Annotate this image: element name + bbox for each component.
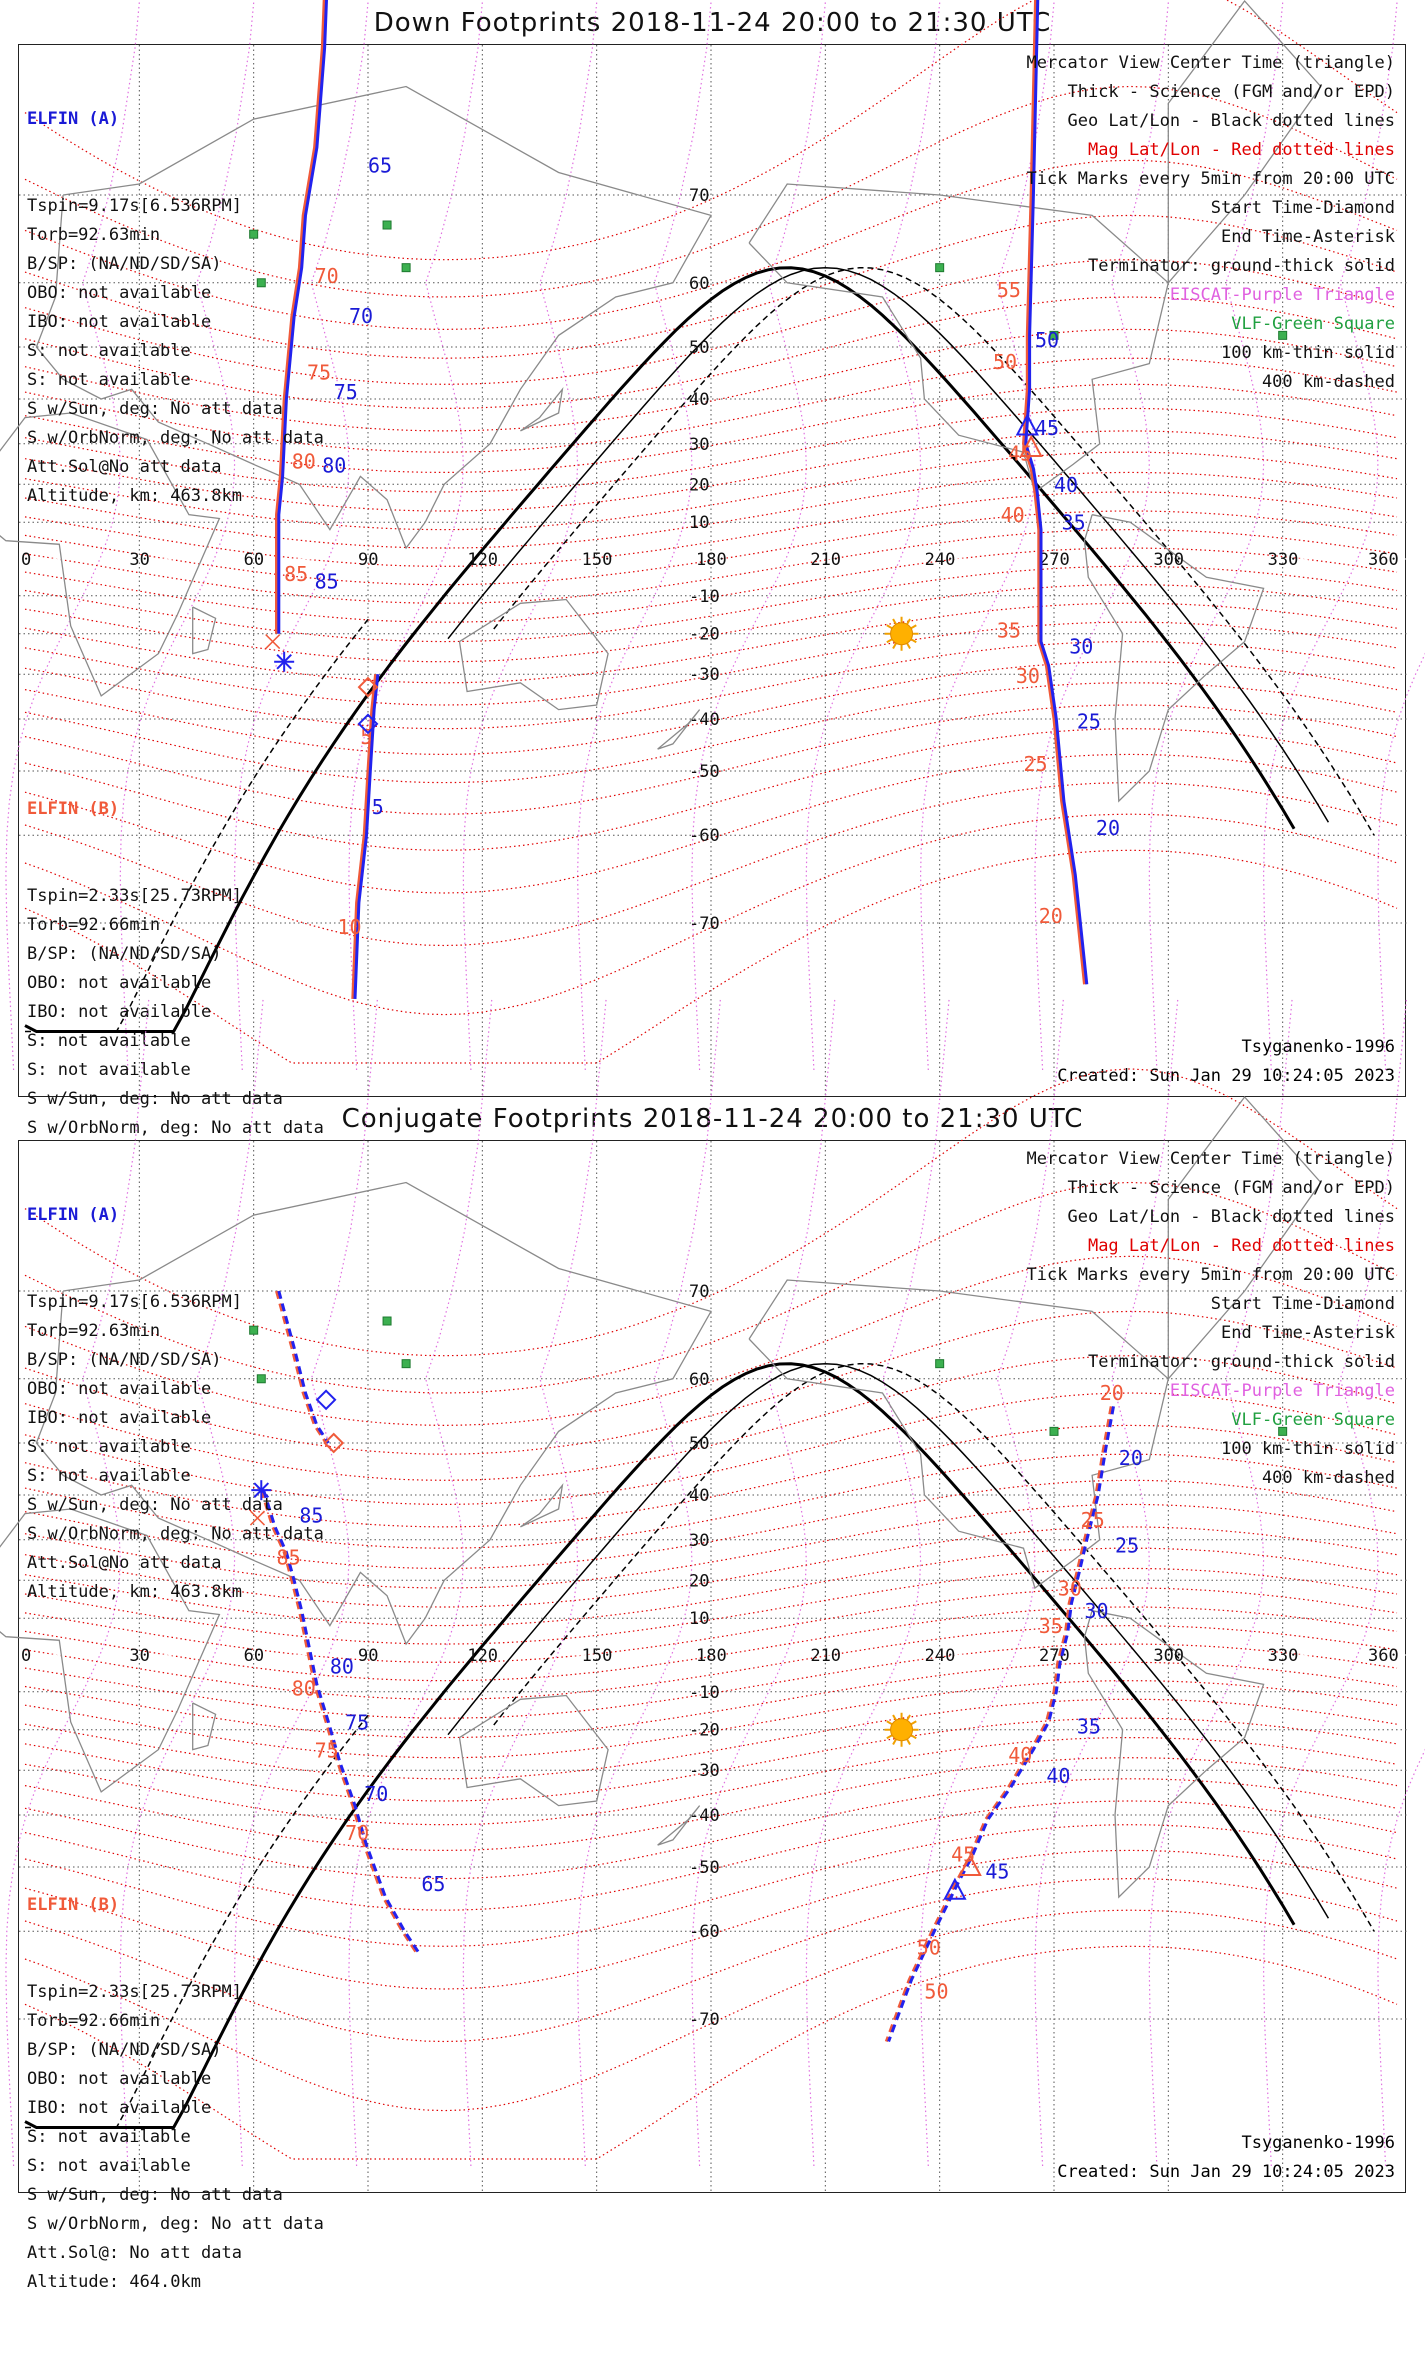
mag-meridian bbox=[692, 0, 835, 1070]
x-tick-label: 210 bbox=[810, 1646, 842, 1666]
x-tick-label: 210 bbox=[810, 550, 842, 570]
x-tick-label: 90 bbox=[358, 1646, 379, 1666]
tick-label-red: 20 bbox=[1038, 904, 1063, 928]
sat-b-info-line: S: not available bbox=[27, 2156, 191, 2176]
x-tick-label: 120 bbox=[467, 550, 499, 570]
coastline bbox=[520, 389, 562, 431]
sat-b-info-line: B/SP: (NA/ND/SD/SA) bbox=[27, 944, 222, 964]
tick-label-blue: 25 bbox=[1076, 709, 1101, 734]
sun-ray bbox=[907, 1739, 910, 1744]
tick-label-red: 45 bbox=[951, 1842, 976, 1867]
tick-label-red: 70 bbox=[314, 263, 339, 288]
y-tick-label: -50 bbox=[689, 1857, 720, 1878]
x-tick-label: 180 bbox=[696, 550, 727, 570]
markers bbox=[266, 416, 1041, 733]
vlf-station-square bbox=[383, 221, 391, 229]
track-tick-labels bbox=[284, 0, 1120, 939]
mag-meridian bbox=[349, 998, 492, 2166]
vlf-station-square bbox=[936, 264, 944, 272]
sat-b-name: ELFIN (B) bbox=[27, 799, 120, 819]
x-tick-label: 0 bbox=[21, 1646, 32, 1666]
sat-a-info-line: S w/Sun, deg: No att data bbox=[27, 399, 283, 419]
y-tick-label: 10 bbox=[689, 513, 710, 534]
sat-a-info-line: B/SP: (NA/ND/SD/SA) bbox=[27, 1350, 222, 1370]
footprint-tracks bbox=[261, 1291, 1113, 2042]
tick-label-red: 80 bbox=[291, 1676, 316, 1701]
sat-a-info-line: S: not available bbox=[27, 1437, 191, 1457]
sat-b-info bbox=[27, 1833, 324, 2355]
y-tick-label: 30 bbox=[689, 1530, 710, 1551]
tick-label-red: 40 bbox=[1000, 503, 1025, 528]
conjugate-footprints-map bbox=[18, 1140, 1406, 2292]
sun-ray bbox=[887, 639, 892, 642]
sat-a-info-line: OBO: not available bbox=[27, 1379, 212, 1399]
tick-label-red: 5 bbox=[360, 724, 373, 749]
tick-label-blue: 40 bbox=[1046, 1764, 1071, 1789]
y-tick-label: -20 bbox=[689, 624, 720, 645]
y-tick-label: 70 bbox=[689, 186, 710, 206]
sat-a-info bbox=[27, 47, 324, 569]
tick-label-blue: 85 bbox=[299, 1503, 324, 1528]
sun-ray bbox=[893, 1739, 896, 1744]
sat-b-info-line: Att.Sol@: No att data bbox=[27, 2243, 242, 2263]
x-tick-label: 150 bbox=[581, 1646, 613, 1666]
tick-label-blue: 75 bbox=[345, 1710, 370, 1735]
legend-item: 100 km-thin solid bbox=[1221, 343, 1395, 363]
tick-label-red: 75 bbox=[307, 360, 332, 385]
x-tick-label: 270 bbox=[1039, 1646, 1070, 1666]
sat-a-name: ELFIN (A) bbox=[27, 109, 120, 129]
sat-a-info-line: S w/Sun, deg: No att data bbox=[27, 1495, 283, 1515]
x-tick-label: 180 bbox=[696, 1646, 727, 1666]
tick-label-red: 20 bbox=[1099, 1380, 1124, 1405]
legend bbox=[1027, 1145, 1395, 1493]
x-tick-label: 120 bbox=[467, 1646, 499, 1666]
y-tick-label: 70 bbox=[689, 1282, 710, 1302]
tick-label-blue: 5 bbox=[371, 795, 384, 820]
y-tick-label: 20 bbox=[689, 475, 710, 496]
sat-a-info-line: S w/OrbNorm, deg: No att data bbox=[27, 1524, 324, 1544]
sat-b-info-line: S w/OrbNorm, deg: No att data bbox=[27, 1118, 324, 1138]
tick-label-red: 50 bbox=[916, 1935, 941, 1960]
legend-item: VLF-Green Square bbox=[1231, 1410, 1395, 1430]
end-time-x bbox=[266, 635, 280, 649]
tick-label-blue: 70 bbox=[348, 304, 374, 329]
tick-label-red: 50 bbox=[993, 349, 1018, 374]
tick-label-blue: 45 bbox=[985, 1859, 1010, 1884]
sat-b-info-line: Torb=92.66min bbox=[27, 2011, 161, 2031]
legend-item: Tick Marks every 5min from 20:00 UTC bbox=[1026, 169, 1395, 189]
y-tick-label: -10 bbox=[689, 586, 720, 607]
tick-label-blue: 25 bbox=[1114, 1533, 1140, 1558]
legend bbox=[1027, 49, 1395, 397]
tick-label-blue: 75 bbox=[333, 379, 358, 404]
sat-b-info-line: IBO: not available bbox=[27, 2098, 212, 2118]
x-tick-label: 270 bbox=[1039, 550, 1070, 570]
coastline bbox=[193, 1703, 216, 1750]
tick-label-blue: 70 bbox=[364, 1781, 389, 1806]
tick-label-blue: 80 bbox=[322, 453, 347, 478]
sun-ray bbox=[911, 625, 916, 628]
tick-label-blue: 85 bbox=[314, 569, 339, 594]
panel-1-title: Down Footprints 2018-11-24 20:00 to 21:30 UTC bbox=[373, 8, 1052, 38]
legend-item: Mercator View Center Time (triangle) bbox=[1026, 1149, 1395, 1169]
tick-label-blue: 35 bbox=[1076, 1714, 1101, 1739]
sat-a-info-line: OBO: not available bbox=[27, 283, 212, 303]
tick-label-red: 75 bbox=[314, 1738, 339, 1763]
sat-b-info-line: Torb=92.66min bbox=[27, 915, 161, 935]
legend-item: Tick Marks every 5min from 20:00 UTC bbox=[1026, 1265, 1395, 1285]
legend-item: Thick - Science (FGM and/or EPD) bbox=[1067, 1178, 1395, 1198]
y-tick-label: -60 bbox=[689, 826, 720, 847]
sat-b-info-line: S w/Sun, deg: No att data bbox=[27, 1089, 283, 1109]
legend-item: Terminator: ground-thick solid bbox=[1087, 256, 1395, 276]
sat-a-lines bbox=[27, 192, 324, 511]
y-tick-label: -70 bbox=[689, 2010, 720, 2030]
y-tick-label: -50 bbox=[689, 761, 720, 782]
tick-label-red: 70 bbox=[345, 1820, 370, 1845]
sat-a-info-line: Att.Sol@No att data bbox=[27, 1553, 222, 1573]
mag-meridian bbox=[806, 0, 949, 1070]
x-tick-label: 60 bbox=[243, 1646, 265, 1666]
sat-b-info-line: S w/Sun, deg: No att data bbox=[27, 2185, 283, 2205]
tick-label-red: 35 bbox=[1038, 1613, 1063, 1638]
coastline bbox=[460, 1696, 609, 1806]
sat-a-lines bbox=[27, 1288, 324, 1607]
sat-a-info-line: Altitude, km: 463.8km bbox=[27, 486, 242, 506]
x-tick-label: 150 bbox=[581, 550, 613, 570]
sat-b-info-line: S: not available bbox=[27, 1031, 191, 1051]
sat-a-info-line: Torb=92.63min bbox=[27, 1321, 161, 1341]
sat-b-info-line: S: not available bbox=[27, 2127, 191, 2147]
legend-item: Start Time-Diamond bbox=[1210, 1294, 1395, 1314]
y-tick-label: 40 bbox=[689, 1485, 710, 1506]
model-label: Tsyganenko-1996 bbox=[1241, 2133, 1395, 2153]
tick-label-red: 35 bbox=[996, 618, 1021, 643]
y-tick-label: -30 bbox=[689, 1761, 720, 1782]
legend-item: Mag Lat/Lon - Red dotted lines bbox=[1087, 1236, 1395, 1256]
tick-label-red: 10 bbox=[337, 914, 362, 939]
coastline bbox=[460, 600, 609, 710]
sat-a-info-line: Tspin=9.17s[6.536RPM] bbox=[27, 1292, 242, 1312]
sat-a-info-line: S w/OrbNorm, deg: No att data bbox=[27, 428, 324, 448]
legend-item: EISCAT-Purple Triangle bbox=[1169, 1381, 1395, 1401]
sun-ray bbox=[893, 1715, 896, 1720]
y-tick-label: 60 bbox=[689, 273, 710, 294]
sun-icon bbox=[885, 1713, 919, 1747]
x-tick-label: 30 bbox=[129, 550, 150, 570]
model-label: Tsyganenko-1996 bbox=[1241, 1037, 1395, 1057]
sat-b-info-line: S: not available bbox=[27, 1060, 191, 1080]
panel-2-title: Conjugate Footprints 2018-11-24 20:00 to 21:30 UTC bbox=[341, 1104, 1084, 1134]
sat-b-info-line: Tspin=2.33s[25.73RPM] bbox=[27, 886, 242, 906]
legend-item: Geo Lat/Lon - Black dotted lines bbox=[1067, 1207, 1395, 1227]
y-tick-label: -20 bbox=[689, 1720, 720, 1741]
sun-ray bbox=[887, 1721, 892, 1724]
vlf-station-square bbox=[383, 1317, 391, 1325]
sat-a-info-line: Tspin=9.17s[6.536RPM] bbox=[27, 196, 242, 216]
y-tick-label: -30 bbox=[689, 665, 720, 686]
sat-a-info-line: IBO: not available bbox=[27, 1408, 212, 1428]
sun-disc bbox=[891, 1719, 913, 1741]
tick-label-blue: 30 bbox=[1084, 1599, 1109, 1624]
y-tick-label: -10 bbox=[689, 1682, 720, 1703]
mag-meridian bbox=[463, 0, 606, 1070]
vlf-station-square bbox=[936, 1360, 944, 1368]
vlf-station-square bbox=[402, 1360, 410, 1368]
tick-label-red: 30 bbox=[1015, 663, 1040, 688]
x-tick-label: 0 bbox=[21, 550, 32, 570]
legend-item: Geo Lat/Lon - Black dotted lines bbox=[1067, 111, 1395, 131]
y-tick-label: -40 bbox=[689, 710, 720, 731]
y-tick-label: 40 bbox=[689, 389, 710, 410]
tick-label-blue: 50 bbox=[1034, 328, 1060, 353]
x-tick-label: 360 bbox=[1368, 550, 1399, 570]
created-label: Created: Sun Jan 29 10:24:05 2023 bbox=[1057, 2162, 1395, 2182]
sun-ray bbox=[907, 643, 910, 648]
tick-label-red: 85 bbox=[276, 1545, 301, 1570]
legend-item: Thick - Science (FGM and/or EPD) bbox=[1067, 82, 1395, 102]
y-tick-label: 50 bbox=[689, 1434, 710, 1455]
x-tick-label: 300 bbox=[1153, 550, 1185, 570]
legend-item: Mercator View Center Time (triangle) bbox=[1026, 53, 1395, 73]
y-tick-label: -70 bbox=[689, 914, 720, 934]
legend-item: End Time-Asterisk bbox=[1221, 227, 1395, 247]
sat-b-info-line: Altitude: 464.0km bbox=[27, 2272, 201, 2292]
legend-item: Terminator: ground-thick solid bbox=[1087, 1352, 1395, 1372]
y-tick-label: -40 bbox=[689, 1806, 720, 1827]
tick-label-red: 85 bbox=[284, 562, 309, 587]
tick-label-red: 30 bbox=[1057, 1576, 1082, 1601]
sat-b-info-line: IBO: not available bbox=[27, 1002, 212, 1022]
sun-ray bbox=[911, 1721, 916, 1724]
tick-label-red: 45 bbox=[1008, 441, 1033, 466]
y-tick-label: 20 bbox=[689, 1571, 710, 1592]
y-tick-label: 50 bbox=[689, 338, 710, 359]
x-tick-label: 90 bbox=[358, 550, 379, 570]
legend-item: 100 km-thin solid bbox=[1221, 1439, 1395, 1459]
vlf-station-square bbox=[402, 264, 410, 272]
tick-label-blue: 20 bbox=[1118, 1445, 1143, 1470]
sat-a-info-line: S: not available bbox=[27, 341, 191, 361]
legend-item: Mag Lat/Lon - Red dotted lines bbox=[1087, 140, 1395, 160]
sat-a-info-line: Torb=92.63min bbox=[27, 225, 161, 245]
tick-label-blue: 20 bbox=[1095, 816, 1121, 841]
sun-ray bbox=[907, 1715, 910, 1720]
x-tick-label: 330 bbox=[1267, 1646, 1299, 1666]
coastline bbox=[520, 1485, 562, 1527]
sat-b-info-line: OBO: not available bbox=[27, 2069, 212, 2089]
sat-a-info bbox=[27, 1143, 324, 1665]
sat-a-info-line: Att.Sol@No att data bbox=[27, 457, 222, 477]
legend-item: 400 km-dashed bbox=[1261, 1468, 1395, 1488]
sat-b-info-line: Tspin=2.33s[25.73RPM] bbox=[27, 1982, 242, 2002]
y-tick-label: 10 bbox=[689, 1609, 710, 1630]
sun-disc bbox=[891, 623, 913, 645]
track-b_south-blue bbox=[355, 674, 378, 999]
tick-label-blue: 30 bbox=[1069, 634, 1094, 659]
legend-item: Start Time-Diamond bbox=[1210, 198, 1395, 218]
y-tick-label: 30 bbox=[689, 434, 710, 455]
tick-label-red: 25 bbox=[1023, 751, 1048, 776]
x-tick-label: 30 bbox=[129, 1646, 150, 1666]
tick-label-blue: 35 bbox=[1061, 510, 1086, 535]
x-tick-label: 60 bbox=[243, 550, 265, 570]
sat-a-info-line: Altitude, km: 463.8km bbox=[27, 1582, 242, 1602]
sat-b-name: ELFIN (B) bbox=[27, 1895, 120, 1915]
tick-label-red: 25 bbox=[1080, 1507, 1105, 1532]
tick-label-blue: 45 bbox=[1034, 416, 1060, 441]
x-tick-label: 330 bbox=[1267, 550, 1299, 570]
x-tick-label: 360 bbox=[1368, 1646, 1399, 1666]
sun-ray bbox=[907, 619, 910, 624]
tick-label-blue: 65 bbox=[421, 1871, 446, 1896]
tick-label-red: 40 bbox=[1008, 1742, 1033, 1767]
y-tick-label: 60 bbox=[689, 1369, 710, 1390]
legend-item: VLF-Green Square bbox=[1231, 314, 1395, 334]
sat-a-info-line: S: not available bbox=[27, 1466, 191, 1486]
mag-meridian bbox=[578, 0, 721, 1070]
tick-label-red: 80 bbox=[291, 449, 316, 474]
y-tick-label: -60 bbox=[689, 1922, 720, 1943]
sun-ray bbox=[893, 643, 896, 648]
sat-a-name: ELFIN (A) bbox=[27, 1205, 120, 1225]
sat-b-info-line: B/SP: (NA/ND/SD/SA) bbox=[27, 2040, 222, 2060]
legend-item: 400 km-dashed bbox=[1261, 372, 1395, 392]
sat-b-info-line: S w/OrbNorm, deg: No att data bbox=[27, 2214, 324, 2234]
coastline bbox=[193, 607, 216, 654]
sat-b-info-line: OBO: not available bbox=[27, 973, 212, 993]
created-label: Created: Sun Jan 29 10:24:05 2023 bbox=[1057, 1066, 1395, 1086]
sun-ray bbox=[887, 1735, 892, 1738]
sat-b-lines bbox=[27, 1978, 324, 2297]
sun-ray bbox=[887, 625, 892, 628]
sat-a-info-line: S: not available bbox=[27, 370, 191, 390]
x-tick-label: 240 bbox=[924, 1646, 956, 1666]
tick-label-blue: 80 bbox=[329, 1654, 354, 1679]
tick-label-blue: 65 bbox=[368, 153, 393, 178]
sat-a-info-line: B/SP: (NA/ND/SD/SA) bbox=[27, 254, 222, 274]
tick-label-red: 55 bbox=[996, 277, 1021, 302]
legend-item: EISCAT-Purple Triangle bbox=[1169, 285, 1395, 305]
sat-a-info-line: IBO: not available bbox=[27, 312, 212, 332]
x-tick-label: 240 bbox=[924, 550, 956, 570]
legend-item: End Time-Asterisk bbox=[1221, 1323, 1395, 1343]
sun-icon bbox=[885, 617, 919, 651]
tick-label-red: 50 bbox=[924, 1979, 949, 2004]
sun-ray bbox=[893, 619, 896, 624]
tick-label-blue: 40 bbox=[1054, 472, 1079, 497]
x-tick-label: 300 bbox=[1153, 1646, 1185, 1666]
